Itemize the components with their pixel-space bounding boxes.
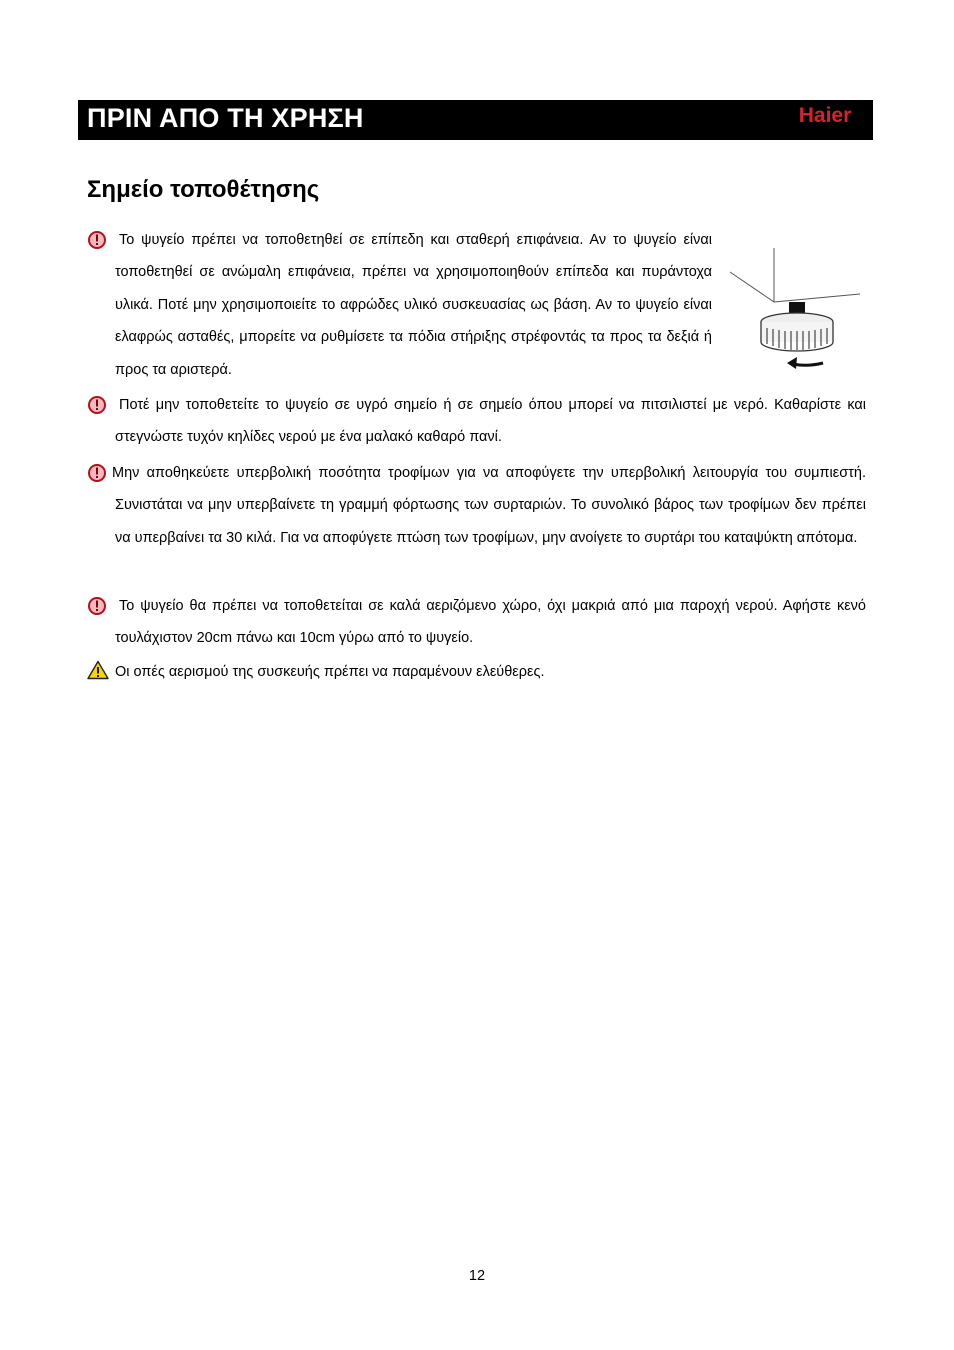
warning-circle-icon — [87, 230, 109, 250]
warning-circle-icon — [87, 395, 109, 415]
list-item-text: Το ψυγείο πρέπει να τοποθετηθεί σε επίπεδη και σταθερή επιφάνεια. Αν το ψυγείο είναι τοποθετηθεί σε ανώμαλη επιφάνεια, πρέπει να χρησιμοποιηθούν επίπεδα και πυράντοχα υλικά. Ποτέ μην χρησιμοποιείτε το αφρώδες υλικό συσκευασίας ως βάση. Αν το ψυγείο είναι ελαφρώς ασταθές, μπορείτε να ρυθμίσετε τα πόδια στήριξης στρέφοντάς τα προς τα δεξιά ή προς τα αριστερά. — [115, 232, 712, 378]
page-number: 12 — [468, 1268, 486, 1284]
list-item-text: Ποτέ μην τοποθετείτε το ψυγείο σε υγρό σημείο ή σε σημείο όπου μπορεί να πιτσιλιστεί με νερό. Καθαρίστε και στεγνώστε τυχόν κηλίδες νερού με ένα μαλακό καθαρό πανί. — [115, 397, 866, 446]
warning-circle-icon — [87, 596, 109, 616]
warning-circle-icon — [87, 463, 109, 483]
list-item — [87, 590, 866, 655]
haier-logo — [789, 102, 861, 128]
list-item — [87, 224, 712, 386]
page-header-title: ΠΡΙΝ ΑΠΟ ΤΗ ΧΡΗΣΗ — [87, 103, 364, 133]
section-title: Σημείο τοποθέτησης — [87, 176, 320, 203]
list-item — [87, 389, 866, 454]
list-item — [87, 656, 866, 688]
list-item — [87, 457, 866, 554]
svg-text:Haier: Haier — [798, 104, 852, 127]
header-bar — [78, 100, 873, 140]
caution-triangle-icon — [87, 660, 109, 680]
adjustable-foot-illustration — [727, 244, 863, 376]
list-item-text: Το ψυγείο θα πρέπει να τοποθετείται σε καλά αεριζόμενο χώρο, όχι μακριά από μια παροχή νερού. Αφήστε κενό τουλάχιστον 20cm πάνω και 10cm γύρω από το ψυγείο. — [115, 598, 866, 647]
list-item-text: Οι οπές αερισμού της συσκευής πρέπει να παραμένουν ελεύθερες. — [115, 664, 545, 680]
list-item-text: Μην αποθηκεύετε υπερβολική ποσότητα τροφίμων για να αποφύγετε την υπερβολική λειτουργία του συμπιεστή. Συνιστάται να μην υπερβαίνετε τη γραμμή φόρτωσης των συρταριών. Το συνολικό βάρος των τροφίμων δεν πρέπει να υπερβαίνει τα 30 κιλά. Για να αποφύγετε πτώση των τροφίμων, μην ανοίγετε το συρτάρι του καταψύκτη απότομα. — [112, 465, 866, 546]
